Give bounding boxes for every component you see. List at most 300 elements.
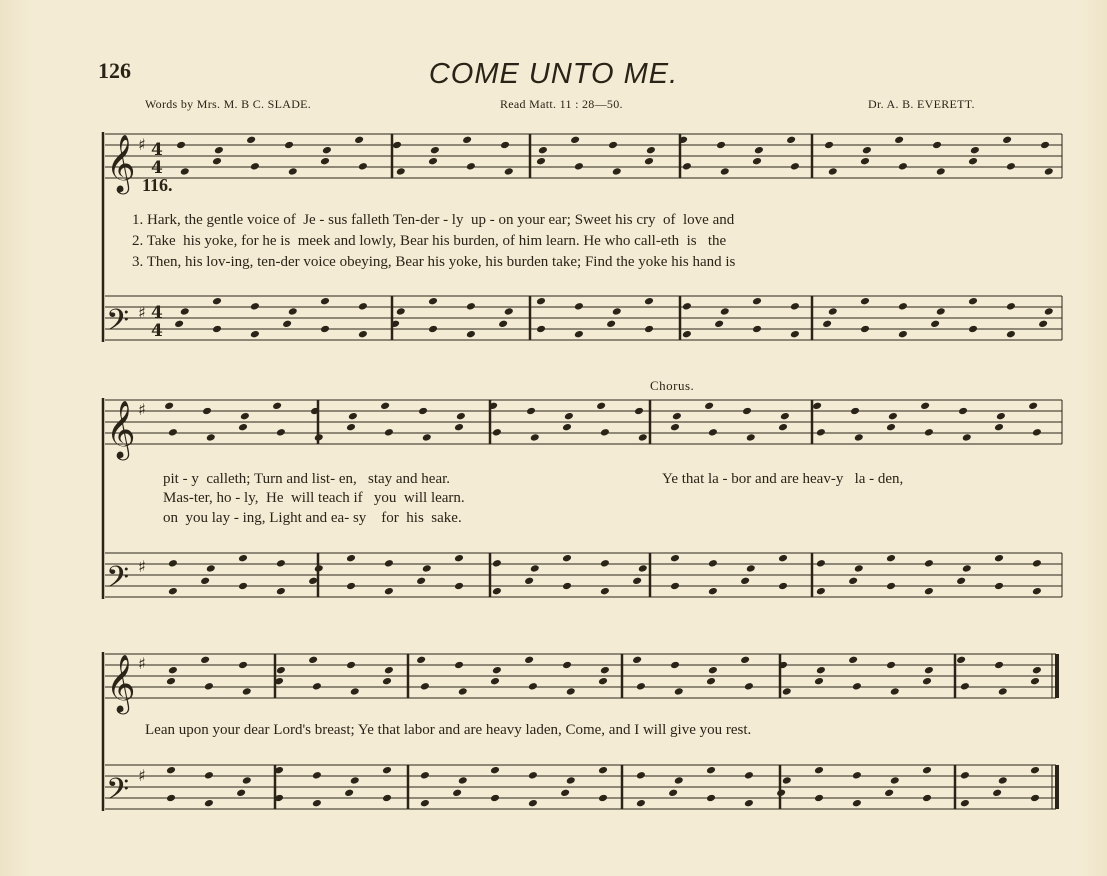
note-head (960, 682, 970, 691)
note-head (886, 661, 896, 670)
note-head (646, 146, 656, 155)
note-head (204, 771, 214, 780)
bass-clef-icon: 𝄢 (106, 561, 130, 602)
note-head (644, 297, 654, 306)
bass-clef-icon: 𝄢 (106, 304, 130, 345)
note-head (752, 325, 762, 334)
note-head (166, 794, 176, 803)
note-head (454, 423, 464, 432)
page-number: 126 (98, 58, 131, 83)
note-head (636, 799, 646, 808)
note-head (600, 559, 610, 568)
note-head (384, 428, 394, 437)
note-head (250, 330, 260, 339)
note-head (888, 412, 898, 421)
note-head (456, 412, 466, 421)
note-head (528, 682, 538, 691)
note-head (720, 167, 730, 176)
note-head (850, 407, 860, 416)
note-head (466, 302, 476, 311)
note-head (638, 564, 648, 573)
note-head (600, 428, 610, 437)
note-head (860, 297, 870, 306)
note-head (420, 799, 430, 808)
note-head (608, 141, 618, 150)
note-head (740, 656, 750, 665)
note-head (312, 771, 322, 780)
note-head (574, 302, 584, 311)
note-head (320, 297, 330, 306)
note-head (536, 297, 546, 306)
note-head (596, 402, 606, 411)
note-head (466, 330, 476, 339)
note-head (848, 577, 858, 586)
note-head (206, 433, 216, 442)
note-head (672, 412, 682, 421)
note-head (822, 320, 832, 329)
note-head (854, 433, 864, 442)
note-head (384, 587, 394, 596)
note-head (606, 320, 616, 329)
note-head (1044, 167, 1054, 176)
note-head (708, 666, 718, 675)
note-head (176, 141, 186, 150)
note-head (180, 307, 190, 316)
note-head (998, 687, 1008, 696)
note-head (754, 146, 764, 155)
note-head (752, 297, 762, 306)
note-head (994, 423, 1004, 432)
note-head (416, 577, 426, 586)
note-head (824, 141, 834, 150)
sharp-icon: ♯ (138, 135, 146, 154)
note-head (322, 146, 332, 155)
note-head (348, 412, 358, 421)
note-head (1002, 136, 1012, 145)
note-head (744, 771, 754, 780)
verse2-line-3: on you lay - ing, Light and ea- sy for his sake. (163, 510, 462, 526)
note-head (212, 297, 222, 306)
note-head (782, 776, 792, 785)
note-head (492, 559, 502, 568)
note-head (524, 577, 534, 586)
chorus-lyric-2: Lean upon your dear Lord's breast; Ye that labor and are heavy laden, Come, and I will give you rest. (145, 722, 752, 738)
note-head (466, 162, 476, 171)
note-head (276, 666, 286, 675)
note-head (790, 302, 800, 311)
note-head (920, 402, 930, 411)
note-head (536, 157, 546, 166)
verse-line-2: 2. Take his yoke, for he is meek and lowly, Bear his burden, of him learn. He who call-eth is the (132, 233, 727, 249)
note-head (814, 766, 824, 775)
note-head (246, 136, 256, 145)
note-head (314, 564, 324, 573)
note-head (852, 799, 862, 808)
note-head (898, 330, 908, 339)
note-head (454, 554, 464, 563)
note-head (854, 564, 864, 573)
note-head (884, 789, 894, 798)
note-head (922, 794, 932, 803)
note-head (200, 577, 210, 586)
note-head (1006, 162, 1016, 171)
note-head (382, 766, 392, 775)
note-head (308, 577, 318, 586)
note-head (670, 423, 680, 432)
note-head (932, 141, 942, 150)
note-head (960, 799, 970, 808)
note-head (238, 423, 248, 432)
note-head (852, 771, 862, 780)
note-head (924, 559, 934, 568)
note-head (962, 433, 972, 442)
note-head (562, 423, 572, 432)
verse-line-3: 3. Then, his lov-ing, ten-der voice obeying, Bear his yoke, his burden take; Find the yoke his hand is (132, 254, 736, 270)
note-head (890, 687, 900, 696)
note-head (708, 428, 718, 437)
note-head (860, 325, 870, 334)
note-head (562, 554, 572, 563)
sharp-icon: ♯ (138, 654, 146, 673)
note-head (632, 577, 642, 586)
note-head (384, 666, 394, 675)
note-head (924, 428, 934, 437)
note-head (354, 136, 364, 145)
note-head (492, 428, 502, 437)
note-head (998, 776, 1008, 785)
note-head (238, 582, 248, 591)
note-head (636, 682, 646, 691)
note-head (956, 656, 966, 665)
note-head (236, 789, 246, 798)
note-head (384, 559, 394, 568)
note-head (168, 559, 178, 568)
note-head (358, 330, 368, 339)
note-head (272, 402, 282, 411)
note-head (848, 656, 858, 665)
note-head (500, 141, 510, 150)
note-head (996, 412, 1006, 421)
note-head (778, 554, 788, 563)
chorus-lyric-1: Ye that la - bor and are heav-y la - den, (662, 471, 904, 487)
time-sig-bottom: 4 (151, 321, 163, 341)
note-head (358, 162, 368, 171)
note-head (1028, 402, 1038, 411)
note-head (786, 136, 796, 145)
note-head (744, 682, 754, 691)
note-head (314, 433, 324, 442)
note-head (782, 687, 792, 696)
note-head (428, 325, 438, 334)
note-head (746, 433, 756, 442)
note-head (612, 307, 622, 316)
note-head (790, 330, 800, 339)
note-head (682, 162, 692, 171)
scripture-reference: Read Matt. 11 : 28—50. (500, 97, 623, 111)
note-head (164, 402, 174, 411)
note-head (716, 141, 726, 150)
note-head (922, 766, 932, 775)
note-head (1030, 794, 1040, 803)
treble-clef-icon: 𝄞 (106, 654, 136, 712)
verse-line-1: 1. Hark, the gentle voice of Je - sus falleth Ten-der - ly up - on your ear; Sweet his cry of love and (132, 212, 735, 228)
note-head (962, 564, 972, 573)
note-head (598, 677, 608, 686)
note-head (214, 146, 224, 155)
note-head (936, 307, 946, 316)
note-head (312, 682, 322, 691)
chorus-label: Chorus. (650, 378, 695, 393)
note-head (492, 587, 502, 596)
note-head (430, 146, 440, 155)
note-head (276, 559, 286, 568)
staff-treble-2 (105, 400, 1062, 444)
note-head (168, 587, 178, 596)
note-head (344, 789, 354, 798)
note-head (890, 776, 900, 785)
note-head (564, 412, 574, 421)
note-head (1006, 302, 1016, 311)
hymn-title: COME UNTO ME. (428, 58, 679, 90)
verse2-line-1: pit - y calleth; Turn and list- en, stay and hear. (163, 471, 451, 487)
note-head (708, 559, 718, 568)
note-head (994, 661, 1004, 670)
note-head (682, 302, 692, 311)
note-head (668, 789, 678, 798)
note-head (420, 771, 430, 780)
note-head (560, 789, 570, 798)
note-head (462, 136, 472, 145)
note-head (320, 325, 330, 334)
note-head (288, 167, 298, 176)
note-head (956, 577, 966, 586)
sharp-icon: ♯ (138, 557, 146, 576)
note-head (714, 320, 724, 329)
note-head (536, 325, 546, 334)
time-sig-top: 4 (151, 303, 163, 323)
note-head (250, 302, 260, 311)
note-head (212, 325, 222, 334)
note-head (828, 167, 838, 176)
note-head (562, 661, 572, 670)
note-head (350, 687, 360, 696)
note-head (1038, 320, 1048, 329)
note-head (166, 766, 176, 775)
note-head (930, 320, 940, 329)
note-head (924, 666, 934, 675)
note-head (814, 677, 824, 686)
note-head (816, 559, 826, 568)
note-head (396, 167, 406, 176)
note-head (922, 677, 932, 686)
bass-clef-icon: 𝄢 (106, 773, 130, 814)
note-head (562, 582, 572, 591)
note-head (1040, 141, 1050, 150)
composer-credit: Dr. A. B. EVERETT. (868, 97, 975, 111)
note-head (898, 162, 908, 171)
note-head (428, 157, 438, 166)
note-head (574, 330, 584, 339)
note-head (898, 302, 908, 311)
note-head (674, 776, 684, 785)
note-head (598, 766, 608, 775)
note-head (566, 687, 576, 696)
note-head (284, 141, 294, 150)
note-head (600, 666, 610, 675)
note-head (886, 554, 896, 563)
note-head (670, 661, 680, 670)
note-head (600, 587, 610, 596)
note-head (828, 307, 838, 316)
note-head (598, 794, 608, 803)
note-head (168, 666, 178, 675)
note-head (490, 766, 500, 775)
note-head (886, 582, 896, 591)
note-head (994, 582, 1004, 591)
note-head (1006, 330, 1016, 339)
note-head (528, 771, 538, 780)
note-head (742, 407, 752, 416)
note-head (346, 661, 356, 670)
note-head (924, 587, 934, 596)
note-head (968, 325, 978, 334)
note-head (382, 794, 392, 803)
note-head (454, 582, 464, 591)
note-head (644, 157, 654, 166)
note-head (720, 307, 730, 316)
note-head (312, 799, 322, 808)
staff-bass-2 (105, 553, 1062, 597)
hymn-number: 116. (142, 175, 173, 195)
note-head (166, 677, 176, 686)
note-head (240, 412, 250, 421)
note-head (706, 677, 716, 686)
note-head (752, 157, 762, 166)
note-head (458, 687, 468, 696)
note-head (670, 582, 680, 591)
note-head (632, 656, 642, 665)
note-head (530, 433, 540, 442)
note-head (778, 423, 788, 432)
note-head (242, 687, 252, 696)
note-head (860, 157, 870, 166)
sharp-icon: ♯ (138, 303, 146, 322)
note-head (526, 407, 536, 416)
note-head (636, 771, 646, 780)
note-head (746, 564, 756, 573)
note-head (504, 307, 514, 316)
note-head (992, 789, 1002, 798)
note-head (638, 433, 648, 442)
note-head (634, 407, 644, 416)
note-head (250, 162, 260, 171)
note-head (744, 799, 754, 808)
note-head (970, 146, 980, 155)
note-head (790, 162, 800, 171)
note-head (740, 577, 750, 586)
note-head (238, 661, 248, 670)
note-head (1032, 587, 1042, 596)
note-head (204, 682, 214, 691)
note-head (816, 587, 826, 596)
note-head (420, 682, 430, 691)
note-head (288, 307, 298, 316)
note-head (528, 799, 538, 808)
note-head (670, 554, 680, 563)
note-head (778, 582, 788, 591)
note-head (968, 297, 978, 306)
note-head (492, 666, 502, 675)
note-head (422, 433, 432, 442)
time-sig-bottom: 4 (151, 158, 163, 178)
note-head (276, 587, 286, 596)
note-head (180, 167, 190, 176)
words-credit: Words by Mrs. M. B C. SLADE. (145, 97, 312, 111)
note-head (458, 776, 468, 785)
note-head (380, 402, 390, 411)
note-head (418, 407, 428, 416)
note-head (200, 656, 210, 665)
note-head (346, 554, 356, 563)
sharp-icon: ♯ (138, 400, 146, 419)
note-head (682, 330, 692, 339)
note-head (812, 402, 822, 411)
note-head (708, 587, 718, 596)
note-head (422, 564, 432, 573)
note-head (1032, 666, 1042, 675)
note-head (524, 656, 534, 665)
staff-bass-3 (105, 765, 1056, 809)
note-head (894, 136, 904, 145)
note-head (490, 677, 500, 686)
treble-clef-icon: 𝄞 (106, 400, 136, 458)
staff-bass-1 (105, 296, 1062, 340)
note-head (416, 656, 426, 665)
note-head (308, 656, 318, 665)
note-head (704, 402, 714, 411)
note-head (530, 564, 540, 573)
note-head (1030, 766, 1040, 775)
note-head (490, 794, 500, 803)
note-head (570, 136, 580, 145)
note-head (428, 297, 438, 306)
note-head (202, 407, 212, 416)
note-head (776, 789, 786, 798)
note-head (276, 428, 286, 437)
note-head (396, 307, 406, 316)
note-head (350, 776, 360, 785)
sharp-icon: ♯ (138, 766, 146, 785)
note-head (936, 167, 946, 176)
note-head (346, 582, 356, 591)
note-head (574, 162, 584, 171)
note-head (174, 320, 184, 329)
note-head (282, 320, 292, 329)
note-head (498, 320, 508, 329)
note-head (816, 666, 826, 675)
note-head (958, 407, 968, 416)
note-head (960, 771, 970, 780)
note-head (644, 325, 654, 334)
treble-clef-icon: 𝄞 (106, 134, 136, 192)
note-head (212, 157, 222, 166)
note-head (706, 766, 716, 775)
note-head (814, 794, 824, 803)
note-head (1044, 307, 1054, 316)
note-head (504, 167, 514, 176)
time-sig-top: 4 (151, 140, 163, 160)
note-head (780, 412, 790, 421)
